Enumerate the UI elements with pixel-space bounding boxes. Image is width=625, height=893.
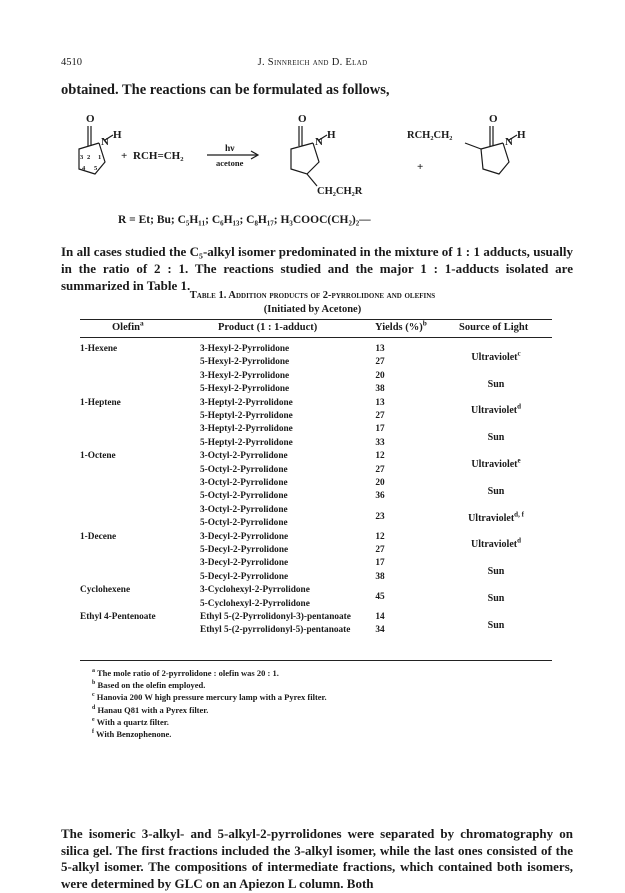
cell-product: 5-Octyl-2-Pyrrolidone	[200, 464, 288, 475]
product1-substituent: CH₂CH₂R	[317, 186, 363, 197]
cell-yield: 20	[375, 370, 385, 381]
footnote: $^f$ With Benzophenone.	[92, 729, 172, 739]
cell-product: 3-Heptyl-2-Pyrrolidone	[200, 424, 293, 435]
cell-product: Ethyl 5-(2-Pyrrolidonyl-3)-pentanoate	[200, 612, 351, 622]
cell-yield: 27	[375, 464, 385, 475]
header-yields: Yields (%)$^b$	[375, 318, 427, 333]
table-caption: Table 1. Addition products of 2-pyrrolidone and olefins	[189, 290, 436, 301]
cell-yield: 13	[375, 397, 385, 408]
header-product: Product (1 : 1-adduct)	[218, 322, 318, 333]
reaction-scheme	[61, 110, 581, 210]
cell-product: 3-Cyclohexyl-2-Pyrrolidone	[200, 585, 310, 596]
ring-number-1: 1	[98, 154, 102, 161]
cell-product: 3-Octyl-2-Pyrrolidone	[200, 451, 288, 462]
footnote: $^a$ The mole ratio of 2-pyrrolidone : olefin was 20 : 1.	[92, 668, 279, 678]
cell-product: 3-Hexyl-2-Pyrrolidone	[200, 344, 290, 354]
cell-product: 3-Octyl-2-Pyrrolidone	[200, 504, 288, 515]
paragraph-1: In all cases studied the C₅-alkyl isomer predominated in the mixture of 1 : 1 adducts, usually in the ratio of 2 : 1. The reactions studied and the major 1 : 1-adducts isolated are summarized in Table 1.	[61, 244, 573, 293]
cell-light-source: Sun	[487, 485, 505, 497]
ring-number-3: 3	[80, 154, 84, 161]
cell-yield: 27	[375, 411, 385, 421]
arrow-label-acetone: acetone	[216, 158, 244, 168]
cell-yield: 12	[375, 531, 385, 542]
product1-oxygen: O	[298, 113, 307, 125]
cell-olefin: Cyclohexene	[80, 585, 131, 596]
cell-yield: 27	[375, 545, 385, 555]
cell-product: 5-Decyl-2-Pyrrolidone	[200, 571, 289, 582]
reactant-nitrogen: N	[101, 136, 109, 148]
cell-light-source: Sun	[487, 619, 505, 631]
cell-product: 5-Octyl-2-Pyrrolidone	[200, 518, 288, 529]
cell-yield: 12	[375, 451, 385, 462]
cell-light-source: Ultraviolet$^d$	[471, 402, 521, 417]
cell-product: 5-Heptyl-2-Pyrrolidone	[200, 411, 293, 421]
footnote: $^e$ With a quartz filter.	[92, 716, 169, 727]
cell-yield: 17	[375, 558, 385, 569]
paragraph-2: The isomeric 3-alkyl- and 5-alkyl-2-pyrrolidones were separated by chromatography on silica gel. The first fractions included the 3-alkyl isomer, while the last ones consisted of the 5-alkyl isomer. The compositions of intermediate fractions, which contained both isomers, were determined by GLC on an Apiezon L column. Both	[61, 826, 573, 891]
alkene-reagent: RCH=CH₂	[133, 150, 184, 162]
table-subcaption: (Initiated by Acetone)	[263, 304, 362, 315]
cell-product: 5-Hexyl-2-Pyrrolidone	[200, 384, 290, 395]
cell-light-source: Sun	[487, 592, 505, 604]
cell-product: 5-Hexyl-2-Pyrrolidone	[200, 357, 290, 368]
scheme-plus-2: +	[417, 161, 424, 173]
cell-yield-merged: 45	[375, 591, 385, 602]
table-bottom-rule	[80, 660, 552, 661]
header-source: Source of Light	[459, 322, 529, 333]
cell-yield: 27	[375, 357, 385, 368]
reactant-oxygen: O	[86, 113, 95, 125]
cell-light-source: Sun	[487, 378, 505, 390]
cell-olefin: 1-Heptene	[80, 397, 121, 408]
product1-nitrogen: N	[315, 136, 323, 148]
footnote: $^c$ Hanovia 200 W high pressure mercury lamp with a Pyrex filter.	[92, 692, 327, 703]
page-number: 4510	[61, 57, 82, 68]
cell-product: 5-Cyclohexyl-2-Pyrrolidone	[200, 598, 310, 609]
cell-product: Ethyl 5-(2-pyrrolidonyl-5)-pentanoate	[200, 625, 351, 636]
running-header-authors: J. Sinnreich and D. Elad	[257, 57, 368, 68]
footnote: $^b$ Based on the olefin employed.	[92, 680, 206, 691]
ring-number-5: 5	[94, 165, 98, 172]
cell-light-source: Ultraviolet$^d$	[471, 536, 521, 551]
ring-number-2: 2	[87, 154, 91, 161]
footnote: $^d$ Hanau Q81 with a Pyrex filter.	[92, 704, 209, 715]
product2-oxygen: O	[489, 113, 498, 125]
cell-product: 3-Heptyl-2-Pyrrolidone	[200, 397, 293, 408]
cell-product: 5-Octyl-2-Pyrrolidone	[200, 491, 288, 502]
cell-olefin: 1-Hexene	[80, 344, 118, 354]
table-top-rule	[80, 319, 552, 320]
product2-substituent: RCH₂CH₂	[407, 130, 453, 141]
reactant-hydrogen: H	[113, 129, 122, 141]
cell-yield: 17	[375, 424, 385, 435]
cell-product: 3-Hexyl-2-Pyrrolidone	[200, 370, 290, 381]
cell-yield: 34	[375, 625, 385, 636]
ring-number-4: 4	[82, 165, 86, 172]
cell-yield-merged: 23	[375, 511, 385, 522]
scheme-plus-1: +	[121, 150, 128, 162]
cell-light-source: Sun	[487, 432, 505, 444]
cell-light-source: Ultraviolet$^{d, f}$	[468, 510, 524, 524]
cell-product: 5-Heptyl-2-Pyrrolidone	[200, 437, 293, 448]
cell-yield: 33	[375, 437, 385, 448]
cell-yield: 13	[375, 344, 385, 354]
lead-text: obtained. The reactions can be formulated as follows,	[61, 82, 390, 98]
cell-olefin: Ethyl 4-Pentenoate	[80, 612, 156, 622]
cell-light-source: Sun	[487, 566, 505, 578]
product2-nitrogen: N	[505, 136, 513, 148]
cell-yield: 20	[375, 478, 385, 488]
product1-hydrogen: H	[327, 129, 336, 141]
cell-yield: 38	[375, 571, 385, 582]
cell-light-source: Ultraviolet$^c$	[471, 349, 521, 363]
cell-yield: 14	[375, 612, 385, 622]
table-header-rule	[80, 337, 552, 338]
r-group-definition: R = Et; Bu; C₅H₁₁; C₆H₁₃; C₈H₁₇; H₃COOC(CH₂)₂—	[118, 214, 371, 226]
cell-product: 3-Decyl-2-Pyrrolidone	[200, 558, 289, 569]
cell-yield: 38	[375, 384, 385, 395]
cell-yield: 36	[375, 491, 385, 502]
header-olefin: Olefin$^a$	[112, 318, 144, 333]
arrow-label-hv: hν	[225, 144, 235, 154]
cell-light-source: Ultraviolet$^e$	[471, 456, 521, 470]
cell-product: 5-Decyl-2-Pyrrolidone	[200, 545, 289, 555]
cell-product: 3-Octyl-2-Pyrrolidone	[200, 478, 288, 488]
cell-product: 3-Decyl-2-Pyrrolidone	[200, 531, 289, 542]
cell-olefin: 1-Decene	[80, 531, 117, 542]
product2-hydrogen: H	[517, 129, 526, 141]
cell-olefin: 1-Octene	[80, 451, 116, 462]
